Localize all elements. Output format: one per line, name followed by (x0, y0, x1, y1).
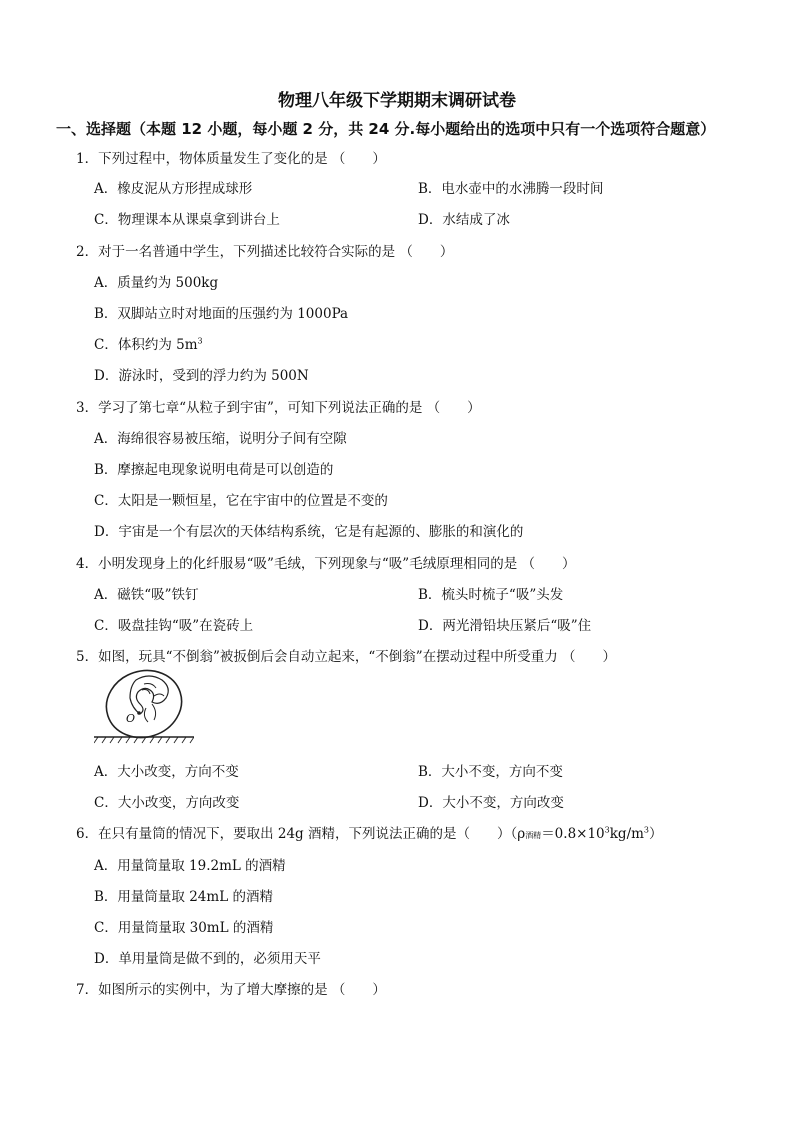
question-5-option-d: D．大小不变，方向改变 (418, 795, 564, 811)
question-6-option-c: C．用量筒量取 30mL 的酒精 (94, 920, 274, 936)
question-2-option-b: B．双脚站立时对地面的压强约为 1000Pa (94, 306, 349, 322)
question-6-close-paren: ） (649, 826, 663, 842)
question-6-unit-exponent: 3 (643, 825, 650, 835)
question-6-density-subscript: 酒精 (525, 831, 542, 840)
question-5-option-c: C．大小改变，方向改变 (94, 795, 240, 811)
question-3-option-a: A．海绵很容易被压缩，说明分子间有空隙 (94, 431, 347, 447)
question-3-option-c: C．太阳是一颗恒星，它在宇宙中的位置是不变的 (94, 493, 388, 509)
question-1-stem: 1．下列过程中，物体质量发生了变化的是 （ ） (76, 151, 386, 167)
question-6-option-d: D．单用量筒是做不到的，必须用天平 (94, 951, 321, 967)
page-title: 物理八年级下学期期末调研试卷 (278, 91, 516, 111)
question-5-stem: 5．如图，玩具“不倒翁”被扳倒后会自动立起来，“不倒翁”在摆动过程中所受重力 （ ） (76, 649, 616, 665)
question-6-density-exponent: 3 (604, 825, 610, 835)
question-1-option-b: B．电水壶中的水沸腾一段时间 (418, 181, 604, 197)
question-2-option-c (94, 333, 203, 353)
question-6-option-a: A．用量筒量取 19.2mL 的酒精 (94, 858, 286, 874)
figure-point-label: O (126, 712, 136, 725)
question-3-option-d: D．宇宙是一个有层次的天体结构系统，它是有起源的、膨胀的和演化的 (94, 524, 524, 540)
question-6-stem (76, 822, 663, 842)
question-1-option-c: C．物理课本从课桌拿到讲台上 (94, 212, 280, 228)
question-6-stem-text: 6．在只有量筒的情况下，要取出 24g 酒精，下列说法正确的是（ ）（ρ (76, 826, 526, 842)
question-6-density-value: ＝0.8×10 (541, 826, 605, 842)
question-2-option-d: D．游泳时，受到的浮力约为 500N (94, 368, 309, 384)
section-heading: 一、选择题（本题 12 小题，每小题 2 分，共 24 分.每小题给出的选项中只有一个选项符合题意） (56, 120, 716, 138)
question-3-stem: 3．学习了第七章“从粒子到宇宙”，可知下列说法正确的是 （ ） (76, 400, 481, 416)
question-4-option-b: B．梳头时梳子“吸”头发 (418, 587, 564, 603)
question-6-density-unit: kg/m (609, 826, 644, 842)
question-5-option-b: B．大小不变，方向不变 (418, 764, 563, 780)
question-1-option-a: A．橡皮泥从方形捏成球形 (94, 181, 253, 197)
question-3-option-b: B．摩擦起电现象说明电荷是可以创造的 (94, 462, 334, 478)
question-4-option-a: A．磁铁“吸”铁钉 (94, 587, 199, 603)
question-4-option-d: D．两光滑铅块压紧后“吸”住 (418, 618, 592, 634)
question-6-option-b: B．用量筒量取 24mL 的酒精 (94, 889, 273, 905)
question-7-stem: 7．如图所示的实例中，为了增大摩擦的是 （ ） (76, 982, 386, 998)
question-4-option-c: C．吸盘挂钩“吸”在瓷砖上 (94, 618, 254, 634)
question-2-option-a: A．质量约为 500kg (94, 275, 219, 291)
question-5-option-a: A．大小改变，方向不变 (94, 764, 239, 780)
question-2-option-c-superscript: 3 (197, 336, 203, 346)
tumbler-toy-figure (94, 668, 194, 750)
tumbler-toy-drawing (94, 668, 194, 746)
question-2-stem: 2．对于一名普通中学生，下列描述比较符合实际的是 （ ） (76, 244, 454, 260)
question-4-stem: 4．小明发现身上的化纤服易“吸”毛绒，下列现象与“吸”毛绒原理相同的是 （ ） (76, 556, 576, 572)
question-1-option-d: D．水结成了冰 (418, 212, 510, 228)
question-2-option-c-text: C．体积约为 5m (94, 337, 198, 353)
